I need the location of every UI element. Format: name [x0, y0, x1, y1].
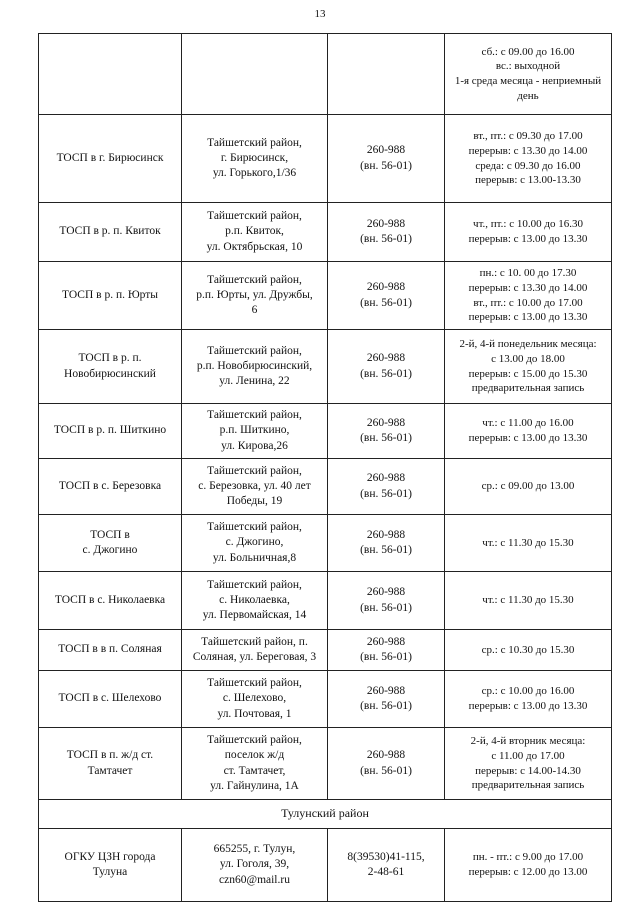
table-row [39, 34, 612, 115]
table-row [39, 330, 612, 404]
office-name-cell-text: ТОСП в р. п. Шиткино [53, 424, 167, 437]
office-schedule-cell [445, 34, 612, 115]
office-name-cell [39, 728, 182, 800]
office-schedule-cell [445, 630, 612, 671]
office-schedule-cell-text: чт., пт.: с 10.00 до 16.30 перерыв: с 13.00 до 13.30 [468, 218, 588, 245]
office-phone-cell [328, 404, 445, 459]
office-schedule-cell-text: 2-й, 4-й понедельник месяца: с 13.00 до 18.00 перерыв: с 15.00 до 15.30 предварительная запись [459, 338, 597, 395]
office-address-cell [182, 459, 328, 515]
office-address-cell [182, 572, 328, 630]
table-row [39, 671, 612, 728]
office-schedule-cell-text: вт., пт.: с 09.30 до 17.00 перерыв: с 13.30 до 14.00 среда: с 09.30 до 16.00 перерыв: с 13.00-13.30 [468, 130, 588, 187]
office-name-cell [39, 515, 182, 572]
office-phone-cell [328, 728, 445, 800]
office-address-cell-text: Тайшетский район, с. Николаевка, ул. Первомайская, 14 [202, 578, 307, 622]
office-address-cell [182, 203, 328, 262]
office-phone-cell-text: 260-988 (вн. 56-01) [360, 352, 412, 380]
office-phone-cell [328, 829, 445, 902]
office-schedule-cell-text: пн.: с 10. 00 до 17.30 перерыв: с 13.30 до 14.00 вт., пт.: с 10.00 до 17.00 перерыв: с 13.00 до 13.30 [468, 267, 588, 324]
office-phone-cell-text: 260-988 (вн. 56-01) [360, 416, 412, 444]
office-schedule-cell-text: чт.: с 11.30 до 15.30 [482, 536, 574, 549]
office-address-cell-text: Тайшетский район, с. Шелехово, ул. Почтовая, 1 [207, 677, 302, 720]
office-name-cell-text: ТОСП в с. Березовка [58, 479, 162, 492]
office-phone-cell-text: 8(39530)41-115, 2-48-61 [347, 850, 425, 878]
offices-table [38, 33, 612, 902]
office-name-cell [39, 671, 182, 728]
office-name-cell [39, 34, 182, 115]
office-phone-cell [328, 34, 445, 115]
office-phone-cell [328, 630, 445, 671]
office-phone-cell-text: 260-988 (вн. 56-01) [360, 586, 412, 614]
office-address-cell [182, 728, 328, 800]
office-address-cell [182, 829, 328, 902]
office-name-cell-text: ТОСП в п. ж/д ст. Тамтачет [66, 749, 154, 777]
office-phone-cell [328, 515, 445, 572]
office-name-cell [39, 459, 182, 515]
office-schedule-cell [445, 515, 612, 572]
page-number: 13 [314, 8, 326, 20]
office-schedule-cell [445, 572, 612, 630]
office-name-cell-text: ТОСП в р. п. Новобирюсинский [64, 352, 156, 380]
office-phone-cell-text: 260-988 (вн. 56-01) [360, 144, 412, 172]
office-name-cell-text: ТОСП в с. Николаевка [54, 593, 166, 606]
office-address-cell-text: Тайшетский район, поселок ж/д ст. Тамтачет, ул. Гайнулина, 1А [207, 734, 302, 792]
office-phone-cell [328, 671, 445, 728]
office-phone-cell-text: 260-988 (вн. 56-01) [360, 217, 412, 245]
office-address-cell [182, 515, 328, 572]
table-row [39, 459, 612, 515]
office-address-cell-text: 665255, г. Тулун, ул. Гоголя, 39, czn60@mail.ru [213, 843, 296, 886]
office-name-cell [39, 572, 182, 630]
section-title: Тулунский район [39, 800, 612, 829]
office-schedule-cell [445, 115, 612, 203]
table-row [39, 404, 612, 459]
table-row [39, 203, 612, 262]
office-address-cell-text: Тайшетский район, р.п. Квиток, ул. Октябрьская, 10 [206, 210, 303, 253]
office-address-cell-text: Тайшетский район, с. Джогино, ул. Больничная,8 [207, 521, 302, 564]
table-row [39, 829, 612, 902]
office-phone-cell-text: 260-988 (вн. 56-01) [360, 635, 412, 663]
office-address-cell-text: Тайшетский район, р.п. Шиткино, ул. Кирова,26 [207, 409, 302, 452]
office-schedule-cell [445, 728, 612, 800]
office-schedule-cell [445, 262, 612, 330]
office-address-cell-text: Тайшетский район, с. Березовка, ул. 40 лет Победы, 19 [198, 464, 311, 508]
office-schedule-cell [445, 829, 612, 902]
office-name-cell-text: ТОСП в с. Шелехово [58, 692, 162, 705]
office-phone-cell-text: 260-988 (вн. 56-01) [360, 528, 412, 556]
office-name-cell [39, 115, 182, 203]
office-schedule-cell-text: чт.: с 11.00 до 16.00 перерыв: с 13.00 до 13.30 [468, 417, 588, 444]
office-name-cell-text: ОГКУ ЦЗН города Тулуна [64, 850, 156, 878]
office-phone-cell [328, 459, 445, 515]
office-phone-cell [328, 203, 445, 262]
office-address-cell-text: Тайшетский район, р.п. Юрты, ул. Дружбы, 6 [196, 273, 313, 317]
office-address-cell [182, 630, 328, 671]
office-name-cell-text: ТОСП в р. п. Юрты [61, 288, 159, 301]
office-schedule-cell-text: ср.: с 10.00 до 16.00 перерыв: с 13.00 до 13.30 [468, 685, 588, 712]
table-row [39, 262, 612, 330]
office-address-cell [182, 34, 328, 115]
office-schedule-cell [445, 330, 612, 404]
section-row [39, 800, 612, 829]
office-name-cell [39, 330, 182, 404]
table-row [39, 115, 612, 203]
office-name-cell-text: ТОСП в в п. Соляная [58, 643, 162, 656]
office-schedule-cell [445, 459, 612, 515]
office-schedule-cell-text: ср.: с 10.30 до 15.30 [481, 643, 575, 656]
office-name-cell [39, 404, 182, 459]
office-schedule-cell [445, 671, 612, 728]
table-row [39, 630, 612, 671]
office-schedule-cell [445, 203, 612, 262]
office-name-cell [39, 829, 182, 902]
office-address-cell [182, 115, 328, 203]
table-row [39, 515, 612, 572]
office-name-cell-text: ТОСП в г. Бирюсинск [56, 151, 164, 164]
office-address-cell [182, 404, 328, 459]
office-name-cell [39, 262, 182, 330]
office-schedule-cell-text: ср.: с 09.00 до 13.00 [481, 480, 575, 493]
office-address-cell-text: Тайшетский район, г. Бирюсинск, ул. Горького,1/36 [207, 136, 302, 180]
office-schedule-cell-text: чт.: с 11.30 до 15.30 [482, 594, 574, 607]
office-phone-cell-text: 260-988 (вн. 56-01) [360, 749, 412, 777]
office-phone-cell-text: 260-988 (вн. 56-01) [360, 684, 412, 712]
office-schedule-cell-text: пн. - пт.: с 9.00 до 17.00 перерыв: с 12.00 до 13.00 [468, 851, 588, 878]
table-row [39, 572, 612, 630]
office-phone-cell [328, 330, 445, 404]
office-phone-cell-text: 260-988 (вн. 56-01) [360, 472, 412, 500]
table-row [39, 728, 612, 800]
office-phone-cell-text: 260-988 (вн. 56-01) [360, 281, 412, 309]
office-address-cell-text: Тайшетский район, п. Соляная, ул. Береговая, 3 [192, 635, 317, 663]
office-schedule-cell [445, 404, 612, 459]
office-address-cell [182, 330, 328, 404]
office-address-cell [182, 671, 328, 728]
office-address-cell [182, 262, 328, 330]
office-name-cell-text: ТОСП в с. Джогино [82, 528, 138, 556]
office-name-cell-text: ТОСП в р. п. Квиток [59, 225, 161, 238]
office-phone-cell [328, 262, 445, 330]
office-name-cell [39, 630, 182, 671]
office-address-cell-text: Тайшетский район, р.п. Новобирюсинский, ул. Ленина, 22 [196, 344, 313, 388]
office-schedule-cell-text: 2-й, 4-й вторник месяца: с 11.00 до 17.00 перерыв: с 14.00-14.30 предварительная запись [470, 735, 586, 792]
office-schedule-cell-text: сб.: с 09.00 до 16.00 вс.: выходной 1-я среда месяца - неприемный день [454, 45, 602, 102]
office-phone-cell [328, 115, 445, 203]
office-phone-cell [328, 572, 445, 630]
office-name-cell [39, 203, 182, 262]
